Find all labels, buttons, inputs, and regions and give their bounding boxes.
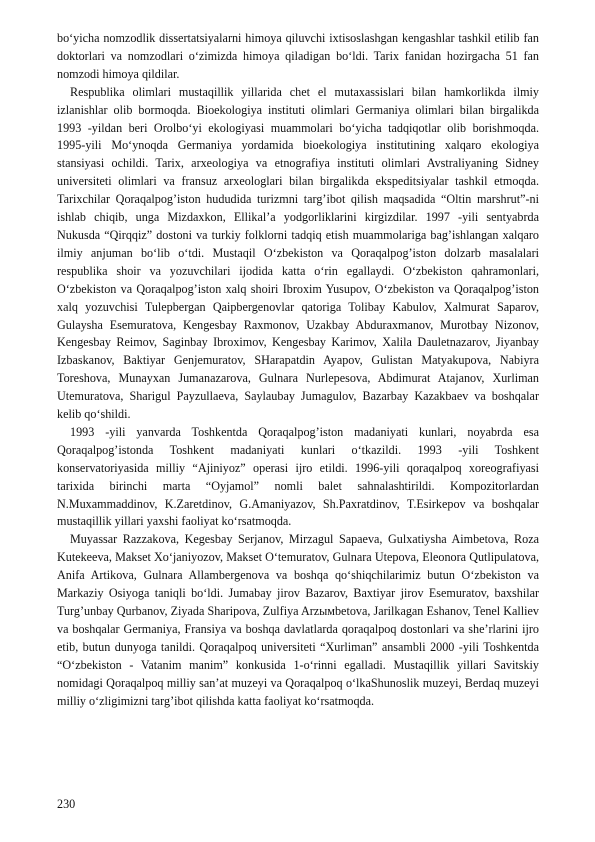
paragraph-1: bo‘yicha nomzodlik dissertatsiyalarni himoya qiluvchi ixtisoslashgan kengashlar tashkil etilib fan doktorlari va nomzodlari o‘zimizda himoya qiladigan bo‘ldi. Tarix fanidan hozirgacha 51 fan nomzodi himoya qildilar. [57, 31, 539, 81]
document-body [57, 30, 539, 710]
page-number: 230 [57, 797, 76, 811]
paragraph-3: 1993 -yili yanvarda Toshkentda Qoraqalpog’iston madaniyati kunlari, noyabrda esa Qoraqalpog’istonda Toshkent madaniyati kunlari o‘tkazildi. 1993 -yili Toshkent konservatoriyasida milliy “Ajiniyoz” operasi ijro etildi. 1996-yili qoraqalpoq xoreografiyasi tarixida birinchi marta “Oyjamol” nomli balet sahnalashtirildi. Kompozitorlardan N.Muxammaddinov, K.Zaretdinov, G.Amaniyazov, Sh.Paxratdinov, T.Esirkepov va boshqalar mustaqillik yillari yaxshi faoliyat ko‘rsatmoqda. [57, 424, 539, 529]
paragraph-2: Respublika olimlari mustaqillik yillarida chet el mutaxassislari bilan hamkorlikda ilmiy izlanishlar olib bormoqda. Bioekologiya instituti olimlari Germaniya olimlari bilan birgalikda 1993 -yildan beri Orolbo‘yi ekologiyasi muammolari bo‘yicha tadqiqotlar olib borishmoqda. 1995-yili Mo‘ynoqda Germaniya yordamida bioekologiya institutining xalqaro ekologiya stansiyasi ochildi. Tarix, arxeologiya va etnografiya instituti olimlari Avstraliyaning Sidney universiteti olimlari va fransuz arxeologlari bilan birgalikda ekspeditsiyalar tashkil etmoqda. Tarixchilar Qoraqalpog’iston hududida turizmni targ’ibot qilish maqsadida “Oltin marshrut”-ni ishlab chiqib, unga Mizdaxkon, Ellikal’a yodgorliklarini kirgizdilar. 1997 -yili sentyabrda Nukusda “Qirqqiz” dostoni va turkiy folklorni tadqiq etish muammolariga bag’ishlangan xalqaro ilmiy anjuman bo‘lib o‘tdi. Mustaqil O‘zbekiston va Qoraqalpog’iston dolzarb masalalari respublika shoir va yozuvchilari ijodida katta o‘rin egallaydi. O‘zbekiston qahramonlari, O‘zbekiston va Qoraqalpog’iston xalq shoiri Ibroxim Yusupov, O‘zbekiston va Qoraqalpog’iston xalq yozuvchisi Tulepbergan Qaipbergenovlar qatoriga Tolibay Kabulov, Xalmurat Saparov, Gulaysha Esemuratova, Kengesbay Raxmonov, Uzakbay Abduraxmanov, Murotbay Nizonov, Kengesbay Reimov, Saginbay Ibroximov, Kengesbay Karimov, Xalila Dauletnazarov, Jiyanbay Izbaskanov, Baktiyar Genjemuratov, SHarapatdin Ayapov, Gulistan Matyakupova, Nabiyra Toreshova, Munayxan Jumanazarova, Gulnara Nurlepesova, Abdimurat Atajanov, Xurliman Utemuratova, Sharigul Payzullaeva, Saylaubay Jumagulov, Bazarbay Kazakbaev va boshqalar kelib qo‘shildi. [57, 84, 539, 422]
paragraph-4: Muyassar Razzakova, Kegesbay Serjanov, Mirzagul Sapaeva, Gulxatiysha Aimbetova, Roza Kutekeeva, Makset Xo‘janiyozov, Makset O‘temuratov, Gulnara Utepova, Eleonora Qutlipulatova, Anifa Artikova, Gulnara Allambergenova va boshqa qo‘shiqchilarimiz butun O‘zbekiston va Markaziy Osiyoga taniqli bo‘ldi. Jumabay jirov Bazarov, Baxtiyar jirov Esemuratov, baxshilar Turg’unbay Qurbanov, Ziyada Sharipova, Zulfiya Arzымbetova, Jarilkagan Eshanov, Tenel Kalliev va boshqalar Germaniya, Fransiya va boshqa davlatlarda qoraqalpoq dostonlari va she’rlarini ijro etib, butun dunyoga tanildi. Qoraqalpoq universiteti “Xurliman” ansambli 2000 -yili Toshkentda “O‘zbekiston - Vatanim manim” konkusida 1-o‘rinni egalladi. Mustaqillik yillari Savitskiy nomidagi Qoraqalpoq milliy san’at muzeyi va Qoraqalpoq o‘lkaShunoslik muzeyi, Berdaq muzeyi milliy o‘zligimizni targ’ibot qilishda katta faoliyat ko‘rsatmoqda. [57, 532, 539, 708]
